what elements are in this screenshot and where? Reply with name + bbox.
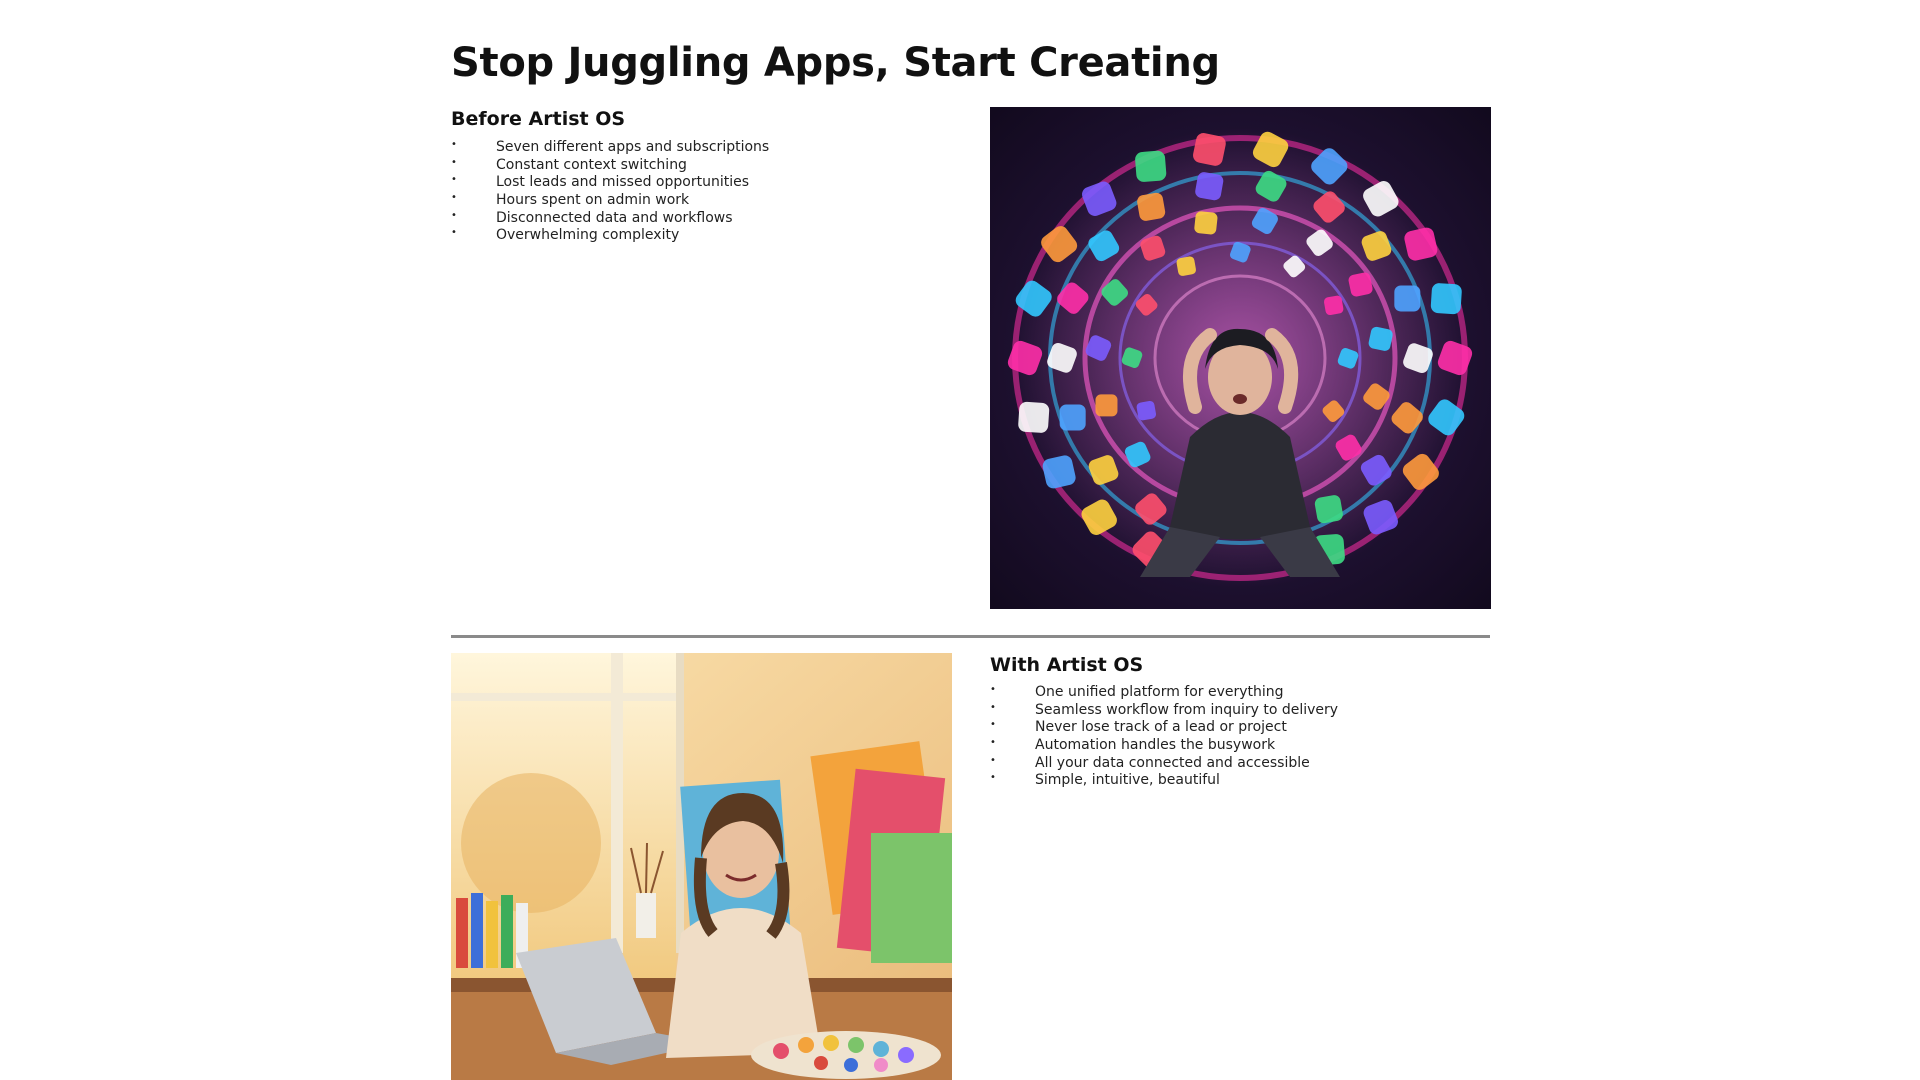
app-icon-tile (1060, 404, 1086, 430)
app-icon-tile (1176, 256, 1197, 277)
list-item (451, 210, 769, 228)
app-icon-tile (1314, 494, 1344, 524)
bullet-icon: • (451, 174, 457, 186)
list-item (451, 227, 769, 245)
list-item (990, 737, 1338, 755)
app-vortex-graphic (990, 107, 1491, 609)
section-divider (451, 635, 1490, 638)
list-item (451, 192, 769, 210)
list-item (451, 157, 769, 175)
bullet-icon: • (451, 209, 457, 221)
app-icon-tile (1430, 283, 1462, 315)
bullet-icon: • (990, 701, 996, 713)
app-icon-tile (1136, 400, 1157, 421)
list-item (990, 702, 1338, 720)
app-icon-tile (1095, 394, 1117, 416)
list-item-text: Seven different apps and subscriptions (496, 139, 770, 155)
list-item-text: Overwhelming complexity (496, 227, 680, 244)
list-item (990, 684, 1338, 702)
with-heading: With Artist OS (990, 654, 1144, 676)
with-list (990, 684, 1338, 790)
paint-palette (751, 1031, 941, 1079)
list-item (451, 174, 769, 192)
app-icon-tile (1136, 192, 1166, 222)
list-item-text: All your data connected and accessible (1035, 754, 1310, 771)
list-item-text: Seamless workflow from inquiry to delivery (1035, 701, 1339, 718)
list-item (990, 772, 1338, 790)
app-icon-tile (1394, 285, 1420, 311)
list-item-text: Lost leads and missed opportunities (496, 174, 749, 191)
app-chaos-illustration (990, 107, 1491, 609)
bullet-icon: • (451, 156, 457, 168)
list-item-text: Disconnected data and workflows (496, 209, 733, 226)
artist-studio-photo (451, 653, 952, 1080)
list-item-text: Simple, intuitive, beautiful (1035, 772, 1220, 789)
list-item-text: Automation handles the busywork (1035, 737, 1276, 754)
list-item-text: Hours spent on admin work (496, 192, 690, 209)
list-item (990, 755, 1338, 773)
bullet-icon: • (451, 139, 457, 150)
before-heading: Before Artist OS (451, 108, 626, 130)
bullet-icon: • (990, 719, 996, 731)
app-icon-tile (1194, 171, 1224, 201)
bullet-icon: • (990, 754, 996, 766)
app-icon-tile (1135, 150, 1167, 182)
bullet-icon: • (451, 192, 457, 204)
bullet-icon: • (451, 227, 457, 239)
list-item-text: One unified platform for everything (1035, 684, 1284, 700)
bullet-icon: • (990, 737, 996, 749)
list-item (451, 139, 769, 157)
app-icon-tile (1323, 295, 1344, 316)
paint-tubes (456, 893, 528, 968)
list-item-text: Never lose track of a lead or project (1035, 719, 1287, 736)
before-list (451, 139, 769, 245)
bullet-icon: • (990, 772, 996, 784)
page-title: Stop Juggling Apps, Start Creating (451, 40, 1220, 86)
app-icon-tile (1018, 401, 1050, 433)
app-icon-tile (1194, 211, 1218, 235)
artist-studio-graphic (451, 653, 952, 1080)
list-item-text: Constant context switching (496, 156, 687, 173)
list-item (990, 719, 1338, 737)
bullet-icon: • (990, 684, 996, 695)
